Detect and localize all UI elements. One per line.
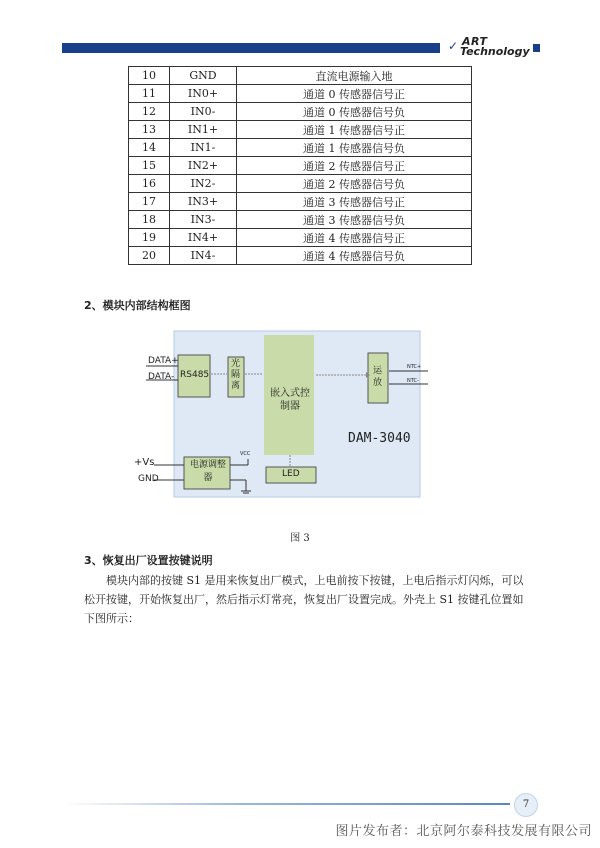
logo-text-art: ART <box>462 35 488 48</box>
label-optocoupler: 光隔离 <box>231 359 241 391</box>
label-data-minus: DATA- <box>148 372 175 382</box>
pin-number-cell: 14 <box>129 139 170 157</box>
table-row <box>129 157 472 175</box>
pin-description-cell: 通道 0 传感器信号负 <box>237 103 472 121</box>
logo-text-technology: Technology <box>460 45 530 58</box>
pin-description-cell: 通道 4 传感器信号正 <box>237 229 472 247</box>
pin-name-cell: IN2- <box>170 175 237 193</box>
pin-number-cell: 19 <box>129 229 170 247</box>
header-bar <box>62 43 440 53</box>
pin-name-cell: IN3+ <box>170 193 237 211</box>
table-row <box>129 175 472 193</box>
label-gnd: GND <box>138 474 159 484</box>
footer-line <box>62 803 510 805</box>
label-led: LED <box>282 469 300 479</box>
pin-description-cell: 通道 3 传感器信号负 <box>237 211 472 229</box>
pin-number-cell: 20 <box>129 247 170 265</box>
pin-name-cell: GND <box>170 67 237 85</box>
pin-name-cell: IN3- <box>170 211 237 229</box>
section-3-title: 3、恢复出厂设置按键说明 <box>84 554 213 567</box>
pin-description-cell: 通道 1 传感器信号正 <box>237 121 472 139</box>
pin-number-cell: 18 <box>129 211 170 229</box>
table-row <box>129 247 472 265</box>
label-power-regulator: 电源调整器 <box>189 460 226 483</box>
label-rs485: RS485 <box>180 370 210 380</box>
pin-description-cell: 通道 4 传感器信号负 <box>237 247 472 265</box>
table-row <box>129 139 472 157</box>
pin-name-cell: IN1+ <box>170 121 237 139</box>
company-logo <box>446 34 536 60</box>
label-ntc-plus: NTC+ <box>407 364 422 370</box>
block-diagram-graphics <box>130 329 430 501</box>
table-row <box>129 211 472 229</box>
label-controller: 嵌入式控制器 <box>270 388 310 412</box>
figure-caption: 图 3 <box>290 533 310 544</box>
pin-name-cell: IN0+ <box>170 85 237 103</box>
table-row <box>129 85 472 103</box>
page-number: 7 <box>514 793 538 817</box>
label-ntc-minus: NTC- <box>407 378 419 384</box>
label-vcc: VCC <box>240 451 251 457</box>
pin-description-cell: 通道 0 传感器信号正 <box>237 85 472 103</box>
pin-number-cell: 12 <box>129 103 170 121</box>
table-row <box>129 229 472 247</box>
pin-name-cell: IN4- <box>170 247 237 265</box>
pin-name-cell: IN1- <box>170 139 237 157</box>
block-diagram <box>130 329 430 501</box>
pin-number-cell: 15 <box>129 157 170 175</box>
publisher-watermark: 图片发布者：北京阿尔泰科技发展有限公司 <box>335 824 592 839</box>
pin-number-cell: 11 <box>129 85 170 103</box>
logo-mark-icon: ✓ <box>448 39 459 53</box>
pin-number-cell: 13 <box>129 121 170 139</box>
pin-description-cell: 通道 2 传感器信号负 <box>237 175 472 193</box>
pin-description-cell: 通道 3 传感器信号正 <box>237 193 472 211</box>
pin-description-cell: 通道 1 传感器信号负 <box>237 139 472 157</box>
pin-name-cell: IN2+ <box>170 157 237 175</box>
pin-description-cell: 通道 2 传感器信号正 <box>237 157 472 175</box>
label-amplifier: 运放 <box>373 366 383 388</box>
table-row <box>129 103 472 121</box>
pin-number-cell: 17 <box>129 193 170 211</box>
table-row <box>129 193 472 211</box>
section-2-title: 2、模块内部结构框图 <box>84 299 191 312</box>
header-square <box>533 44 540 52</box>
pin-name-cell: IN0- <box>170 103 237 121</box>
pin-table <box>128 66 472 265</box>
pin-name-cell: IN4+ <box>170 229 237 247</box>
section-3-paragraph: 模块内部的按键 S1 是用来恢复出厂模式，上电前按下按键，上电后指示灯闪烁，可以松开按键，开始恢复出厂，然后指示灯常亮，恢复出厂设置完成。外壳上 S1 按键孔位置如下图所示： <box>84 574 524 625</box>
pin-number-cell: 16 <box>129 175 170 193</box>
table-row <box>129 121 472 139</box>
pin-description-cell: 直流电源输入地 <box>237 67 472 85</box>
table-row <box>129 67 472 85</box>
label-vs: +Vs <box>134 457 155 468</box>
pin-number-cell: 10 <box>129 67 170 85</box>
label-data-plus: DATA+ <box>148 356 179 366</box>
label-model: DAM-3040 <box>348 431 411 446</box>
